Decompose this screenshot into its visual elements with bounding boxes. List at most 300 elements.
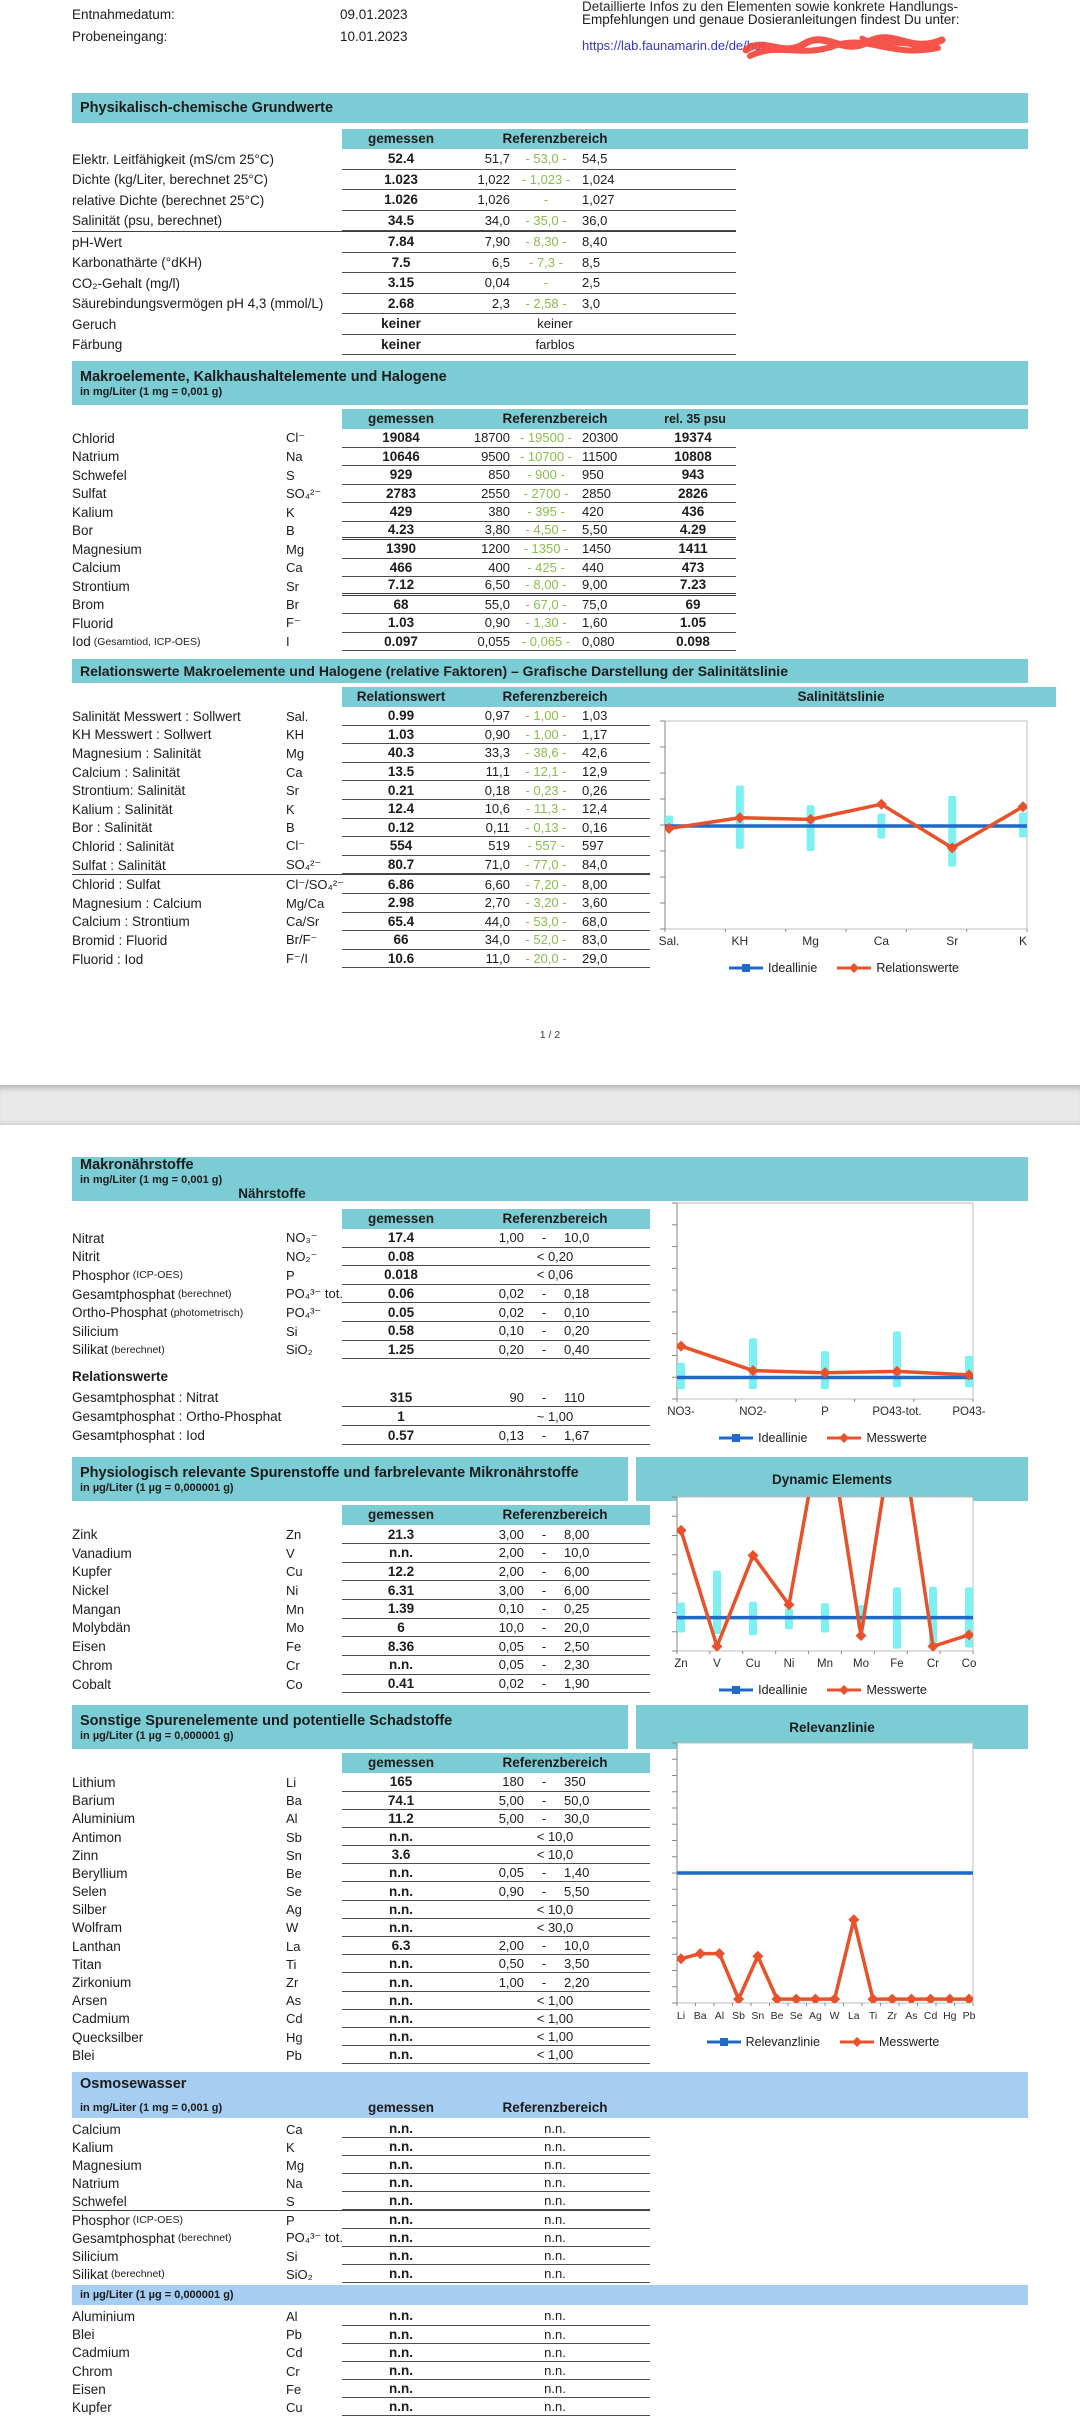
row-reference: 51,7 - 53,0 - 54,5 [484, 151, 608, 167]
table-row [72, 1525, 650, 1544]
row-value: 1.03 [387, 615, 415, 631]
svg-text:Ba: Ba [693, 2010, 707, 2023]
row-symbol: Cd [286, 2345, 303, 2361]
row-label: Calcium [72, 2121, 121, 2137]
row-value: n.n. [389, 1829, 413, 1844]
row-symbol: F⁻/I [286, 951, 309, 967]
row-line [342, 837, 650, 856]
table-row [72, 294, 736, 315]
row-label: Barium [72, 1793, 115, 1809]
row-label: Chlorid [72, 430, 115, 446]
table-row [72, 2229, 650, 2247]
section-header [72, 1705, 628, 1749]
section-osmosis-water [72, 2072, 1028, 2283]
row-reference: 10,0 - 20,0 [498, 1619, 590, 1635]
row-reference [460, 2193, 650, 2208]
row-line [342, 1248, 650, 1267]
row-symbol: K [286, 2139, 295, 2155]
row-reference [460, 1993, 650, 2008]
row-line [342, 1581, 650, 1600]
row-reference: 2550 - 2700 - 2850 [481, 485, 611, 501]
svg-text:Zr: Zr [887, 2010, 898, 2023]
chart-legend [649, 961, 1039, 975]
row-rel35: 0.098 [676, 633, 710, 649]
table-row [72, 1388, 650, 1407]
col-header-measured: gemessen [367, 1755, 435, 1771]
row-value: 0.21 [387, 782, 415, 798]
row-value: n.n. [389, 2139, 413, 2155]
row-value: 13.5 [387, 764, 415, 780]
row-label: Salinität (psu, berechnet) [72, 213, 223, 229]
row-line [342, 894, 650, 913]
table-row [72, 2192, 650, 2210]
row-line [342, 1285, 650, 1304]
reference-text: farblos [535, 336, 575, 352]
macro-elements-table [72, 429, 736, 651]
row-label: Dichte (kg/Liter, berechnet 25°C) [72, 172, 268, 188]
reference-text: n.n. [544, 2212, 566, 2228]
row-reference: 180 - 350 [502, 1774, 586, 1790]
row-reference: 0,11 - 0,13 - 0,16 [485, 819, 608, 835]
osmosis-water-table [72, 2120, 650, 2283]
table-row [72, 874, 650, 894]
table-row [72, 190, 736, 211]
row-line [342, 856, 650, 875]
row-reference: 9500 - 10700 - 11500 [481, 448, 618, 464]
reference-text: ~ 1,00 [536, 1408, 574, 1424]
row-line [342, 253, 736, 274]
row-symbol: Se [286, 1884, 302, 1900]
section-title: Makronährstoffe [80, 1157, 194, 1173]
row-value: 19084 [382, 430, 420, 446]
row-label: KH Messwert : Sollwert [72, 727, 212, 743]
row-reference: 1,026 - 1,027 [477, 192, 615, 208]
row-value: 6.86 [387, 876, 415, 892]
row-label: relative Dichte (berechnet 25°C) [72, 192, 265, 208]
table-row [72, 273, 736, 294]
col-header-reference: Referenzbereich [502, 1211, 608, 1226]
row-label: Arsen [72, 1993, 108, 2009]
row-symbol: F⁻ [286, 615, 301, 631]
table-row [72, 253, 736, 274]
row-symbol: Cu [286, 1564, 303, 1580]
row-line [342, 1407, 650, 1426]
table-row [72, 2307, 650, 2325]
row-symbol: Ba [286, 1793, 302, 1809]
row-value: 40.3 [387, 745, 415, 761]
row-value: keiner [381, 316, 421, 332]
row-value: 0.12 [387, 819, 415, 835]
reference-text: n.n. [544, 2363, 566, 2378]
row-label: Cadmium [72, 2345, 130, 2361]
row-symbol: P [286, 2212, 295, 2228]
row-value: 34.5 [387, 212, 415, 228]
row-line [342, 596, 736, 615]
table-row [72, 577, 736, 596]
row-line [342, 1955, 650, 1973]
row-value: n.n. [389, 2010, 413, 2026]
row-line [342, 540, 736, 559]
row-symbol: V [286, 1545, 295, 1561]
row-value: 1.023 [384, 171, 418, 187]
row-reference: 1,022 - 1,023 - 1,024 [477, 171, 615, 187]
row-value: n.n. [389, 1883, 413, 1899]
row-label: Silicium [72, 1323, 119, 1339]
row-reference [460, 1267, 650, 1282]
row-label: Magnesium : Calcium [72, 895, 202, 911]
row-reference: 71,0 - 77,0 - 84,0 [484, 857, 608, 873]
row-value: n.n. [389, 2363, 413, 2378]
col-header-reference: Referenzbereich [502, 411, 608, 426]
svg-text:KH: KH [731, 934, 749, 948]
nutrient-relations-table [72, 1388, 650, 1445]
row-reference: 44,0 - 53,0 - 68,0 [484, 913, 608, 929]
row-line [342, 819, 650, 838]
row-line [342, 2120, 650, 2138]
row-symbol: S [286, 467, 295, 483]
row-label: Karbonathärte (°dKH) [72, 255, 202, 271]
row-symbol: PO₄³⁻ tot. [286, 2230, 343, 2246]
row-label: Gesamtphosphat : Ortho-Phosphat [72, 1409, 282, 1425]
legend-item: Messwerte [840, 2035, 939, 2049]
row-symbol: Na [286, 449, 303, 465]
row-line [342, 1846, 650, 1864]
table-row [72, 1581, 650, 1600]
row-label: Bor [72, 523, 94, 539]
row-reference: 0,20 - 0,40 [498, 1341, 590, 1357]
table-row [72, 1322, 650, 1341]
row-symbol: Si [286, 2248, 298, 2264]
row-reference: 6,5 - 7,3 - 8,5 [491, 254, 601, 270]
row-line [342, 2046, 650, 2064]
row-reference: 90 - 110 [509, 1389, 585, 1405]
row-symbol: Sal. [286, 708, 309, 724]
row-rel35: 1411 [678, 541, 708, 557]
row-reference: 2,00 - 10,0 [498, 1938, 590, 1954]
row-reference: 0,05 - 2,50 [498, 1638, 590, 1654]
svg-text:Hg: Hg [943, 2010, 957, 2023]
row-label: Kalium : Salinität [72, 801, 173, 817]
table-row [72, 1973, 650, 1991]
table-row [72, 633, 736, 652]
section-unit: in mg/Liter (1 mg = 0,001 g) [80, 2102, 223, 2115]
row-line [342, 1619, 650, 1638]
col-header-reference: Referenzbereich [502, 1755, 608, 1771]
column-header-band [72, 129, 1028, 149]
row-reference: 0,90 - 1,00 - 1,17 [484, 726, 608, 742]
row-symbol: Be [286, 1865, 302, 1881]
row-line [342, 1992, 650, 2010]
row-value: n.n. [389, 1992, 413, 2008]
row-line [342, 2326, 650, 2344]
row-line [342, 2138, 650, 2156]
row-reference: 34,0 - 52,0 - 83,0 [484, 932, 608, 948]
row-label: Calcium : Strontium [72, 914, 190, 930]
row-label: Chlorid : Sulfat [72, 877, 161, 893]
row-label: Nitrit [72, 1249, 100, 1265]
row-value: 7.84 [387, 234, 415, 250]
row-label: Eisen [72, 2381, 106, 2397]
row-value: 0.57 [387, 1427, 415, 1443]
row-symbol: Fe [286, 2381, 302, 2397]
row-line [342, 149, 736, 170]
column-header-band [72, 687, 1028, 707]
lab-link-row [582, 38, 1032, 53]
row-reference [460, 2399, 650, 2414]
chart-svg [661, 1197, 985, 1425]
row-reference: 0,10 - 0,25 [498, 1601, 590, 1617]
row-symbol: KH [286, 727, 305, 743]
row-value: 1.026 [384, 192, 418, 208]
reference-text: n.n. [544, 2157, 566, 2173]
row-line [342, 577, 736, 596]
row-symbol: Al [286, 2308, 298, 2324]
row-value: 1390 [385, 541, 417, 557]
lab-link[interactable]: https://lab.faunamarin.de/de/hor [582, 38, 766, 53]
row-label: Nitrat [72, 1230, 105, 1246]
row-line [342, 1828, 650, 1846]
row-symbol: Ag [286, 1902, 302, 1918]
row-label: Kupfer [72, 2399, 112, 2415]
row-value: n.n. [389, 2326, 413, 2342]
row-value: n.n. [389, 2381, 413, 2397]
svg-text:Pb: Pb [962, 2010, 976, 2023]
reference-text: < 1,00 [536, 1992, 574, 2008]
page-gap [0, 1085, 1080, 1125]
row-symbol: NO₃⁻ [286, 1230, 318, 1246]
row-line [342, 2028, 650, 2046]
row-label: Natrium [72, 2175, 120, 2191]
row-symbol: SO₄²⁻ [286, 857, 322, 873]
table-row [72, 1901, 650, 1919]
reference-text: n.n. [544, 2139, 566, 2155]
svg-text:K: K [1018, 934, 1028, 948]
row-symbol: La [286, 1938, 301, 1954]
row-reference: 0,90 - 5,50 [498, 1883, 590, 1899]
table-row [72, 2046, 650, 2064]
row-label: Aluminium [72, 2308, 136, 2324]
row-value: 6.31 [387, 1582, 415, 1598]
row-label: Salinität Messwert : Sollwert [72, 708, 241, 724]
row-symbol: Br/F⁻ [286, 932, 318, 948]
row-label: Nickel [72, 1583, 109, 1599]
reference-text: n.n. [544, 2193, 566, 2209]
row-reference: 10,6 - 11,3 - 12,4 [484, 801, 608, 817]
row-reference [460, 316, 650, 331]
table-row [72, 913, 650, 932]
row-reference: 55,0 - 67,0 - 75,0 [484, 596, 608, 612]
row-reference [460, 2230, 650, 2245]
row-symbol: K [286, 504, 295, 520]
row-symbol: Mn [286, 1601, 305, 1617]
row-symbol: Al [286, 1811, 298, 1827]
row-label: Magnesium [72, 541, 142, 557]
row-line [342, 633, 736, 652]
reference-text: n.n. [544, 2121, 566, 2137]
reference-text: n.n. [544, 2266, 566, 2282]
row-value: keiner [381, 336, 421, 352]
row-label: Phosphor (ICP-OES) [72, 1267, 183, 1283]
table-row [72, 1266, 650, 1285]
svg-text:Mo: Mo [853, 1658, 869, 1671]
row-label: Chrom [72, 1657, 113, 1673]
table-row [72, 1285, 650, 1304]
chart-legend [661, 2035, 985, 2049]
row-symbol: Mg/Ca [286, 895, 325, 911]
row-value: 929 [389, 467, 413, 483]
row-value: 0.99 [387, 708, 415, 724]
table-row [72, 2010, 650, 2028]
reference-text: n.n. [544, 2381, 566, 2397]
row-line [342, 707, 650, 726]
table-row [72, 1919, 650, 1937]
row-label: Färbung [72, 337, 123, 353]
table-row [72, 763, 650, 782]
table-row [72, 950, 650, 969]
legend-item: Relevanzlinie [707, 2035, 820, 2049]
row-line [342, 1973, 650, 1991]
report-header [72, 0, 1028, 93]
row-label: Wolfram [72, 1920, 123, 1936]
row-reference [460, 1902, 650, 1917]
row-line [342, 1563, 650, 1582]
table-row [72, 559, 736, 578]
row-reference: 0,02 - 1,90 [498, 1676, 590, 1691]
table-row [72, 1341, 650, 1360]
row-label: CO₂-Gehalt (mg/l) [72, 275, 181, 291]
table-row [72, 726, 650, 745]
row-line [342, 1937, 650, 1955]
svg-text:Sr: Sr [946, 934, 959, 948]
row-symbol: Ca [286, 764, 303, 780]
row-reference: 2,70 - 3,20 - 3,60 [484, 895, 608, 911]
legend-item: Messwerte [827, 1683, 926, 1697]
section-trace-elements [72, 1457, 1028, 1698]
row-line [342, 1773, 650, 1791]
table-row [72, 170, 736, 191]
row-reference: 6,50 - 8,00 - 9,00 [484, 577, 608, 593]
row-symbol: Cl⁻/SO₄²⁻ [286, 876, 345, 892]
row-symbol: Pb [286, 2047, 302, 2063]
svg-text:Cr: Cr [926, 1658, 940, 1671]
table-row [72, 1600, 650, 1619]
row-symbol: Sb [286, 1829, 302, 1845]
table-row [72, 894, 650, 913]
section-other-trace-elements [72, 1705, 1028, 2064]
row-label: Bor : Salinität [72, 820, 153, 836]
row-value: 2783 [385, 485, 417, 501]
row-value: 1 [397, 1408, 405, 1424]
row-label: Brom [72, 597, 105, 613]
svg-text:Mg: Mg [802, 934, 819, 948]
row-line [342, 2192, 650, 2210]
row-line [342, 2307, 650, 2325]
row-value: 7.5 [391, 254, 411, 270]
row-reference [460, 2175, 650, 2190]
row-line [342, 2174, 650, 2192]
row-label: pH-Wert [72, 234, 123, 250]
col-header-reference: Referenzbereich [502, 689, 608, 704]
row-symbol: As [286, 1993, 302, 2009]
row-value: n.n. [389, 1865, 413, 1881]
row-label: Sulfat [72, 486, 107, 502]
row-line [342, 931, 650, 950]
row-reference: 18700 - 19500 - 20300 [473, 430, 619, 446]
row-value: 6 [397, 1619, 405, 1635]
row-value: n.n. [389, 2047, 413, 2063]
row-value: 0.097 [384, 633, 418, 649]
row-label: Silber [72, 1902, 107, 1918]
row-value: 10.6 [387, 951, 415, 967]
row-value: n.n. [389, 2212, 413, 2228]
row-value: 0.06 [387, 1286, 415, 1302]
svg-text:Sb: Sb [732, 2010, 746, 2023]
row-line [342, 232, 736, 253]
row-symbol: Li [286, 1774, 297, 1790]
row-symbol: Br [286, 597, 299, 613]
table-row [72, 466, 736, 485]
row-value: 52.4 [387, 151, 415, 167]
row-reference [460, 1920, 650, 1935]
row-symbol: P [286, 1267, 295, 1283]
salinity-line-chart [649, 715, 1039, 975]
row-value: n.n. [389, 2230, 413, 2246]
row-reference [460, 1829, 650, 1844]
table-row [72, 1792, 650, 1810]
row-line [342, 1792, 650, 1810]
table-row [72, 448, 736, 467]
row-label: Chlorid : Salinität [72, 838, 175, 854]
row-value: 0.08 [387, 1248, 415, 1264]
row-reference: 0,055 - 0,065 - 0,080 [477, 633, 615, 649]
row-line [342, 190, 736, 211]
chart-legend [661, 1683, 985, 1697]
table-row [72, 1828, 650, 1846]
reference-text: < 10,0 [536, 1901, 574, 1917]
row-line [342, 2362, 650, 2380]
table-row [72, 522, 736, 541]
row-line [342, 1656, 650, 1675]
col-header-measured: gemessen [367, 1507, 435, 1523]
section-header [72, 1157, 1028, 1201]
row-reference: 0,02 - 0,10 [498, 1304, 590, 1320]
row-line [342, 448, 736, 467]
row-line [342, 781, 650, 800]
section-physical-values [72, 93, 1028, 355]
row-line [342, 744, 650, 763]
row-value: 11.2 [388, 1810, 414, 1826]
row-line [342, 294, 736, 315]
chart-legend [661, 1431, 985, 1445]
row-label: Silikat (berechnet) [72, 2266, 165, 2282]
row-label: Eisen [72, 1639, 106, 1655]
row-label: Silicium [72, 2248, 119, 2264]
row-value: n.n. [389, 1974, 413, 1990]
svg-text:Ag: Ag [808, 2010, 822, 2023]
relevance-line-chart [661, 1737, 985, 2049]
row-value: 21.3 [387, 1526, 415, 1542]
row-rel35: 2826 [677, 485, 709, 501]
col-header-reference: Referenzbereich [502, 2100, 608, 2116]
svg-text:Ca: Ca [873, 934, 890, 948]
table-row [72, 1563, 650, 1582]
row-line [342, 2229, 650, 2247]
nutrients-chart-title: Nährstoffe [238, 1186, 306, 1201]
row-value: 3.6 [391, 1847, 411, 1863]
col-header-reference: Referenzbereich [502, 131, 608, 146]
row-symbol: Zn [286, 1527, 302, 1542]
table-row [72, 1544, 650, 1563]
